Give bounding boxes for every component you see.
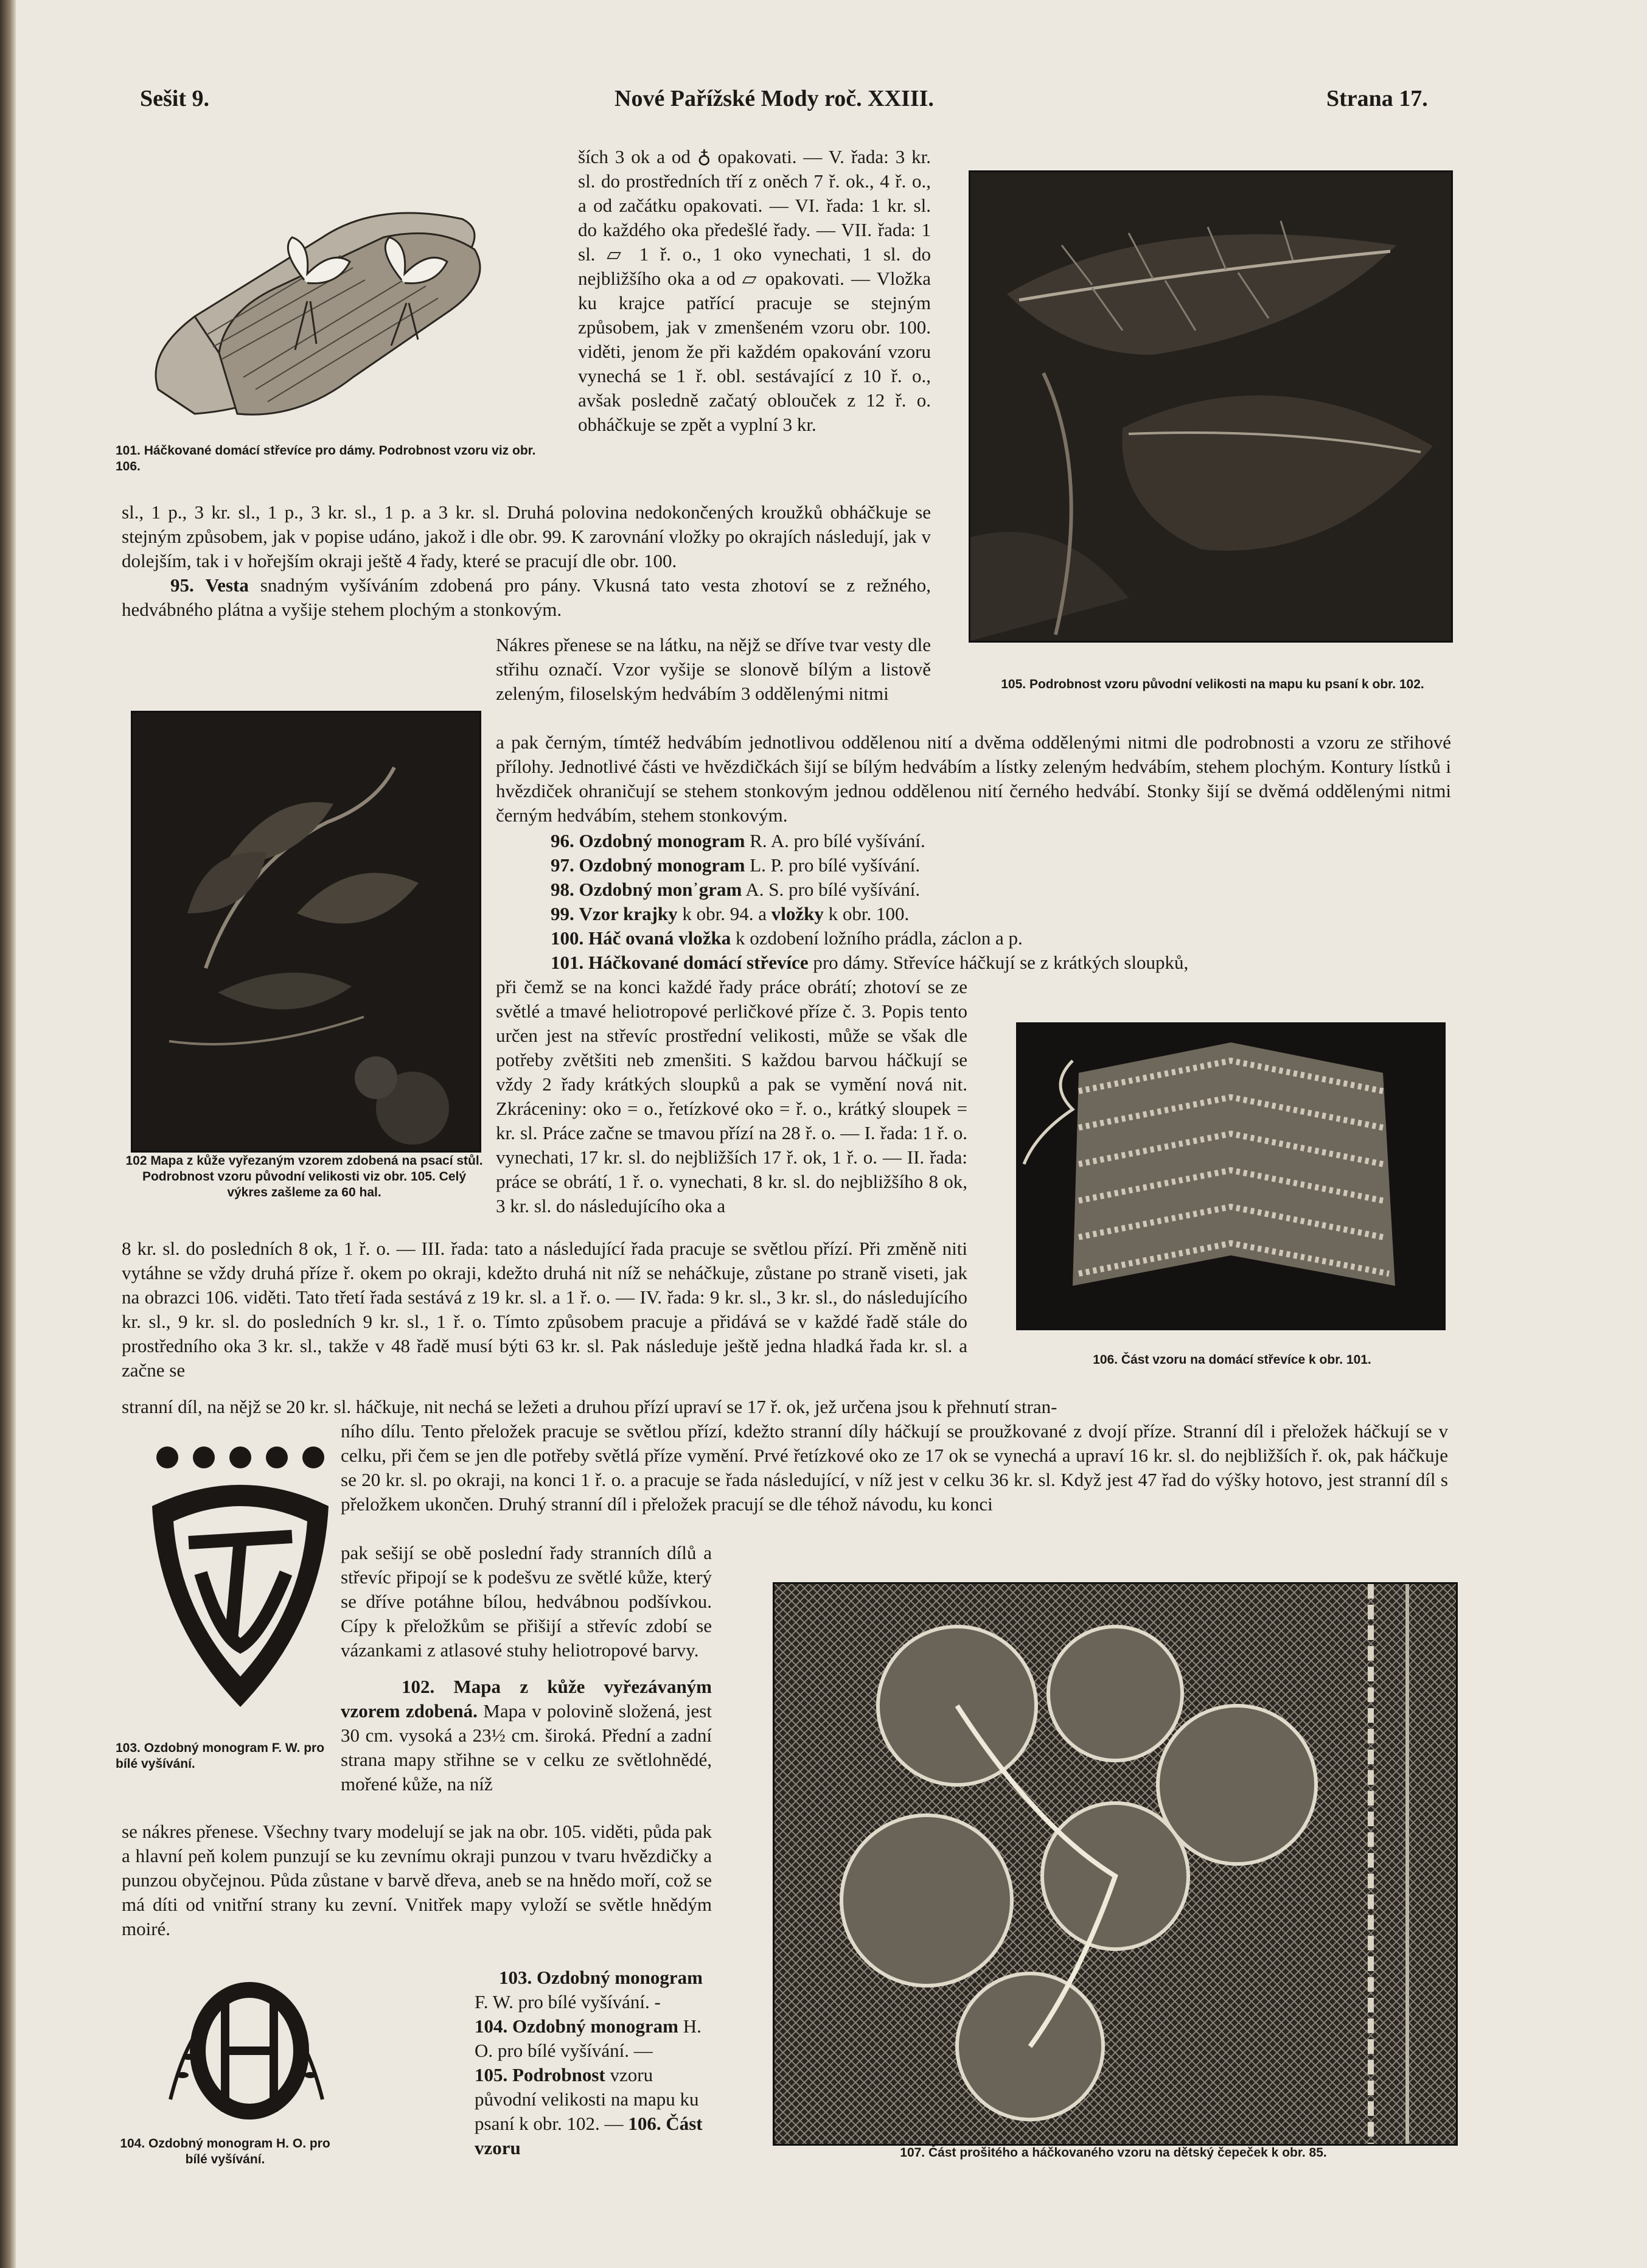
monogram-104-illustration: [158, 1978, 335, 2136]
title-95: Vesta: [205, 574, 249, 596]
num-98: 98.: [551, 879, 574, 900]
text-mid-column: pak sešijí se obě poslední řady stranních dílů a střevíc připojí se k podešvu ze světlé kůže, který se dříve potáhne bílou, hedvábnou podšívkou. Cípy k přeložkům se přišijí a střevíc zdobí se vázankami z atlasové stuhy heliotropové barvy.: [341, 1542, 712, 1661]
title-104: Ozdobný monogram: [512, 2015, 678, 2037]
title-96: Ozdobný monogram: [579, 830, 745, 851]
body-95: snadným vyšíváním zdobená pro pány. Vkusná tato vesta zhotoví se z režného, hedvábného plátna a vyšije stehem plochým a stonkovým.: [122, 574, 931, 620]
text-wide-4: ního dílu. Tento přeložek pracuje se světlou přízí, kdežto stranní díly háčkují se proužkované z dvojí příze. Stranní díl i přeložek háčkují se v celku, při čem se jen dle potřeby světlá příze vymění. Prvé řetízkové oko ze 17 ok se vynechá a upraví 16 kr. sl. do nejbližších ř. ok, pak háčkuje se 20 kr. sl. po okraji, na konci 1 ř. o. a pracuje se řada následující, v níž jest v celku 36 kr. sl. Když jest 47 řad do výšky hotovo, jest stranní díl s přeložkem ukončen. Druhý stranní díl i přeložek pracují se dle téhož návodu, ku konci: [341, 1420, 1448, 1515]
body-101: pro dámy. Střevíce háčkují se z krátkých sloupků,: [813, 952, 1189, 973]
text-wide-2: 8 kr. sl. do posledních 8 ok, 1 ř. o. — III. řada: tato a následující řada pracuje se světlou přízí. Při změně niti vytáhne se vždy druhá příze ř. okem po okraji, kdežto druhá nit níž se neháčkuje, zůstane po straně viseti, jak na obrazci 106. viděti. Tato třetí řada sestává z 19 kr. sl. a 1 ř. o. — IV. řada: 9 kr. sl., 3 kr. sl., do následujícího kr. sl., 9 kr. sl. do posledních 9 kr. sl., 1 ř. o. Tímto způsobem pracuje a přidává se v každé řadě stále do prostředního oka 3 kr. sl., takže v 48 řadě musí býti 63 kr. sl. Pak následuje ještě jedna hladká řada kr. sl. a začne se: [122, 1238, 967, 1381]
body-105: vzoru původní velikosti na mapu ku psaní k obr. 102. —: [475, 2064, 699, 2134]
para-103: [475, 1966, 712, 2014]
num-104: 104.: [475, 2015, 508, 2037]
text-top-column: ších 3 ok a od ♁ opakovati. — V. řada: 3 kr. sl. do prostředních tří z oněch 7 ř. ok., 4 ř. o., a od začátku opakovati. — VI. řada: 1 kr. sl. do každého oka předešlé řady. — VII. řada: 1 sl. ▱ 1 ř. o., 1 oko vynechati, 1 sl. do nejbližšího oka a od ▱ opakovati. — Vložka ku krajce patřící pracuje se stejným způsobem, jak v zmenšeném vzoru obr. 100. viděti, jenom že při každém opakování vzoru vynechá se 1 ř. obl. sestávající z 10 ř. o., avšak posledně začatý oblouček z 12 ř. o. obháčkuje se zpět a vyplní 3 kr.: [578, 146, 931, 435]
title-98: Ozdobný mon᾽gram: [579, 879, 742, 900]
photo-102-leather-folder: [131, 711, 481, 1153]
title-97: Ozdobný monogram: [579, 854, 745, 876]
text-wide-3: stranní díl, na nějž se 20 kr. sl. háčkuje, nit nechá se ležeti a druhou přízí upraví se 17 ř. ok, jež určena jsou k přehnutí stran-: [122, 1396, 1057, 1417]
photo-106-crochet-detail: [1016, 1022, 1446, 1330]
body-104: H. O. pro bílé vyšívání. —: [475, 2015, 702, 2061]
para-wide-1: sl., 1 p., 3 kr. sl., 1 p., 3 kr. sl., 1 p. a 3 kr. sl. Druhá polovina nedokončených kroužků obháčkuje se stejným způsobem, jak v popise udáno, jakož i dle obr. 99. K zarovnání vložky po okrajích následují, jak v dolejším, tak i v hořejším okraji ještě 4 řady, které se pracují dle obr. 100.: [122, 501, 931, 571]
caption-106: 106. Část vzoru na domácí střevíce k obr. 101.: [1093, 1353, 1371, 1367]
title-106: Část vzoru: [475, 2113, 703, 2158]
body-99: k obr. 94. a: [682, 903, 767, 924]
slippers-illustration: [122, 134, 511, 438]
para-98: [496, 878, 1451, 902]
caption-104: 104. Ozdobný monogram H. O. pro bílé vyšívání.: [120, 2137, 330, 2166]
num-96: 96.: [551, 830, 574, 851]
body-98: A. S. pro bílé vyšívání.: [745, 879, 921, 900]
title-99b: vložky: [771, 903, 824, 924]
num-106: 106.: [628, 2113, 661, 2134]
caption-107: 107. Část prošitého a háčkovaného vzoru na dětský čepeček k obr. 85.: [900, 2146, 1327, 2160]
text-wide-1: [122, 500, 931, 622]
num-99: 99.: [551, 903, 574, 924]
header-title: Nové Pařížské Mody roč. XXIII.: [615, 86, 934, 111]
text-102-para: [341, 1675, 712, 1796]
para-105: [475, 2063, 712, 2160]
num-97: 97.: [551, 854, 574, 876]
num-100: 100.: [551, 927, 584, 949]
text-wide-5: se nákres přenese. Všechny tvary modelují se jak na obr. 105. viděti, půda pak a hlavní peň kolem punzují se ku zevnímu okraji punzou v tvaru hvězdičky a punzou obyčejnou. Půda zůstane v barvě dřeva, aneb se na hnědo moří, což se má díti od vnitřní strany ku zevní. Vnitřek mapy vyloží se světle hnědým moiré.: [122, 1821, 712, 1939]
title-105: Podrobnost: [512, 2064, 605, 2085]
body-102: Mapa v polovině složená, jest 30 cm. vysoká a 23½ cm. široká. Přední a zadní strana mapy střihne se v celku ze světlohnědé, mořené kůže, na níž: [341, 1700, 712, 1795]
caption-105: 105. Podrobnost vzoru původní velikosti na mapu ku psaní k obr. 102.: [1001, 677, 1424, 691]
title-100: Háč ovaná vložka: [588, 927, 731, 949]
para-96: [496, 829, 1451, 853]
para-100: [496, 926, 1451, 951]
para-97: [496, 853, 1451, 878]
title-102: Mapa z kůže vyřezávaným vzorem zdobená.: [341, 1676, 712, 1722]
para-102: [341, 1675, 712, 1796]
book-spine: [0, 0, 16, 2268]
photo-105-leaf-detail: [969, 170, 1453, 643]
text-items-96-101: [496, 829, 1451, 975]
photo-107-lace-cap: [773, 1582, 1458, 2146]
caption-102: 102 Mapa z kůže vyřezaným vzorem zdobená na psací stůl. Podrobnost vzoru původní velikosti viz obr. 105. Celý výkres zašleme za 60 hal.: [125, 1154, 483, 1199]
num-105: 105.: [475, 2064, 508, 2085]
para-104: [475, 2014, 712, 2063]
num-101: 101.: [551, 952, 584, 973]
body-100: k ozdobení ložního prádla, záclon a p.: [735, 927, 1023, 949]
para-95: [122, 573, 931, 622]
body-103: F. W. pro bílé vyšívání. -: [475, 1991, 661, 2012]
body-99b: k obr. 100.: [828, 903, 910, 924]
title-99: Vzor krajky: [579, 903, 678, 924]
caption-103: 103. Ozdobný monogram F. W. pro bílé vyšívání.: [116, 1741, 325, 1771]
para-101: [496, 951, 1451, 975]
num-103: 103.: [499, 1967, 532, 1988]
title-103: Ozdobný monogram: [537, 1967, 703, 1988]
para-99: [496, 902, 1451, 926]
monogram-103-illustration: [140, 1439, 341, 1731]
num-102: 102.: [402, 1676, 435, 1697]
body-96: R. A. pro bílé vyšívání.: [750, 830, 925, 851]
caption-101: 101. Háčkované domácí střevíce pro dámy. Podrobnost vzoru viz obr. 106.: [116, 444, 536, 473]
text-95-cont-a: Nákres přenese se na látku, na nějž se dříve tvar vesty dle střihu označí. Vzor vyšije se slonově bílým a listově zeleným, filoselským hedvábím 3 oddělenými nitmi: [496, 634, 931, 704]
title-101: Háčkované domácí střevíce: [588, 952, 809, 973]
text-103-106: [475, 1966, 712, 2160]
text-101-column: při čemž se na konci každé řady práce obrátí; zhotoví se ze světlé a tmavé heliotropové perličkové příze č. 3. Popis tento určen jest na střevíc prostřední velikosti, může se však dle potřeby zvětšiti neb zmenšiti. S každou barvou háčkují se vždy 2 řady krátkých sloupků a pak se vymění nová nit. Zkráceniny: oko = o., řetízkové oko = ř. o., krátký sloupek = kr. sl. Práce začne se tmavou přízí na 28 ř. o. — I. řada: 1 ř. o. vynechati, 17 kr. sl. do nejbližších 17 ř. ok, 1 ř. o. — II. řada: práce se obrátí, 1 ř. o. vynechati, 8 kr. sl. do nejbližšího 8 ok, 3 kr. sl. do následujícího oka a: [496, 976, 967, 1216]
header-page: Strana 17.: [1326, 86, 1428, 111]
header-issue: Sešit 9.: [140, 86, 209, 111]
text-95-cont-b: a pak černým, tímtéž hedvábím jednotlivou oddělenou nití a dvěma oddělenými nitmi dle podrobnosti a vzoru ze střihové přílohy. Jednotlivé části ve hvězdičkách šijí se bílým hedvábím a lístky zeleným hedvábím, stehem plochým. Kontury lístků i hvězdiček ohraničují se stehem stonkovým jednou oddělenou nití černého hedvábí. Stonky šijí se dvěmá oddělenými nitmi černým hedvábím, stehem stonkovým.: [496, 731, 1451, 826]
body-97: L. P. pro bílé vyšívání.: [750, 854, 921, 876]
num-95: 95.: [170, 574, 194, 596]
